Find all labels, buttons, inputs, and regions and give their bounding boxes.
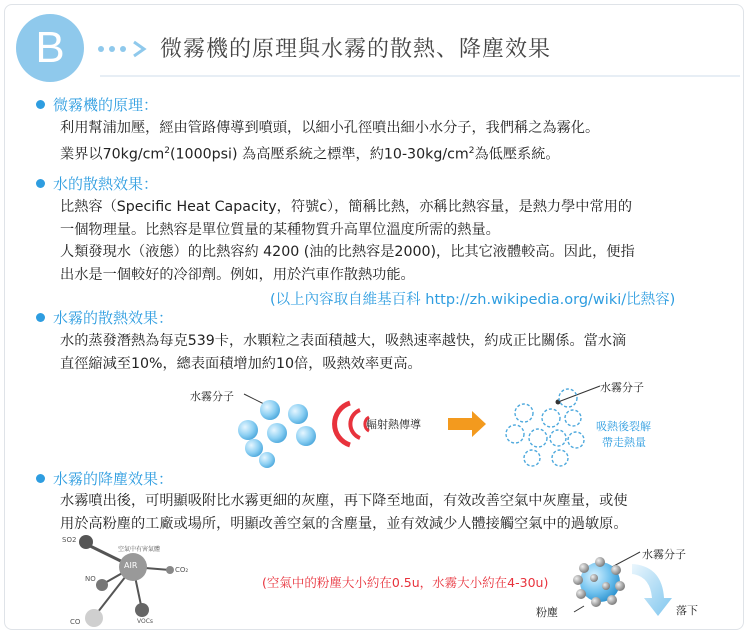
section-heat-body: 比熱容（Specific Heat Capacity，符號c），簡稱比熱，亦稱比熱容量，是熱力學中常用的 一個物理量。比熱容是單位質量的某種物質升高單位溫度所需的熱量。 人類發現水（液態）的比熱容約 4200 (油的比熱容是2000)，比其它液體較高。因此，便指 出水是一個較好的冷卻劑。例如，用於汽車作散熱功能。 xyxy=(60,199,635,283)
molecule-label-right: 水霧分子 xyxy=(600,381,644,394)
section-principle-body: 利用幫浦加壓，經由管路傳導到噴頭，以細小孔徑噴出細小水分子，我們稱之為霧化。 業界以$70kg/cm^2(1000psi)$ 為高壓系統之標準，約$10-30kg/cm^2$為低壓系統。 xyxy=(60,120,600,163)
mist-molecule-label: 水霧分子 xyxy=(642,548,686,561)
bullet-icon xyxy=(36,100,45,109)
dotted-arrow-icon xyxy=(96,40,154,58)
bullet-icon xyxy=(36,474,45,483)
page-title: 微霧機的原理與水霧的散熱、降塵效果 xyxy=(160,37,552,62)
section-principle-heading: 微霧機的原理： xyxy=(36,95,158,115)
absorb-label-1: 吸熱後裂解 xyxy=(596,420,651,433)
radiation-label: 輻射熱傳導 xyxy=(366,418,421,431)
section-mist-heat-body: 水的蒸發潛熱為每克539卡，水顆粒之表面積越大，吸熱速率越快，約成正比關係。當水滴 直徑縮減至10%，總表面積增加約10倍，吸熱效率更高。 xyxy=(60,333,627,372)
particle-size-note: (空氣中的粉塵大小約在0.5u，水霧大小約在4-30u) xyxy=(262,575,549,590)
section-dust-heading: 水霧的降塵效果： xyxy=(36,469,173,489)
vocs-label: VOCs xyxy=(137,618,154,625)
air-title-label: 空氣中有害氣體 xyxy=(118,546,161,553)
so2-label: SO2 xyxy=(62,536,77,544)
bullet-icon xyxy=(36,179,45,188)
air-label: AIR xyxy=(124,561,138,570)
bullet-icon xyxy=(36,313,45,322)
co-label: CO xyxy=(70,618,81,626)
title-divider xyxy=(100,75,740,77)
dust-label: 粉塵 xyxy=(536,606,558,619)
section-mist-heat-heading: 水霧的散熱效果： xyxy=(36,308,173,328)
co2-label: CO₂ xyxy=(175,566,189,574)
section-dust-body: 水霧噴出後，可明顯吸附比水霧更細的灰塵，再下降至地面，有效改善空氣中灰塵量，或使 用於高粉塵的工廠或場所，明顯改善空氣的含塵量，並有效減少人體接觸空氣中的過敏原。 xyxy=(60,493,628,532)
no-label: NO xyxy=(85,575,96,583)
molecule-label-left: 水霧分子 xyxy=(190,390,234,403)
section-badge: B xyxy=(16,14,84,82)
section-heat-heading: 水的散熱效果： xyxy=(36,174,158,194)
absorb-label-2: 帶走熱量 xyxy=(602,436,646,449)
wikipedia-citation: (以上內容取自維基百科 http://zh.wikipedia.org/wiki/比熱容) xyxy=(270,292,676,308)
fall-label: 落下 xyxy=(676,604,698,617)
